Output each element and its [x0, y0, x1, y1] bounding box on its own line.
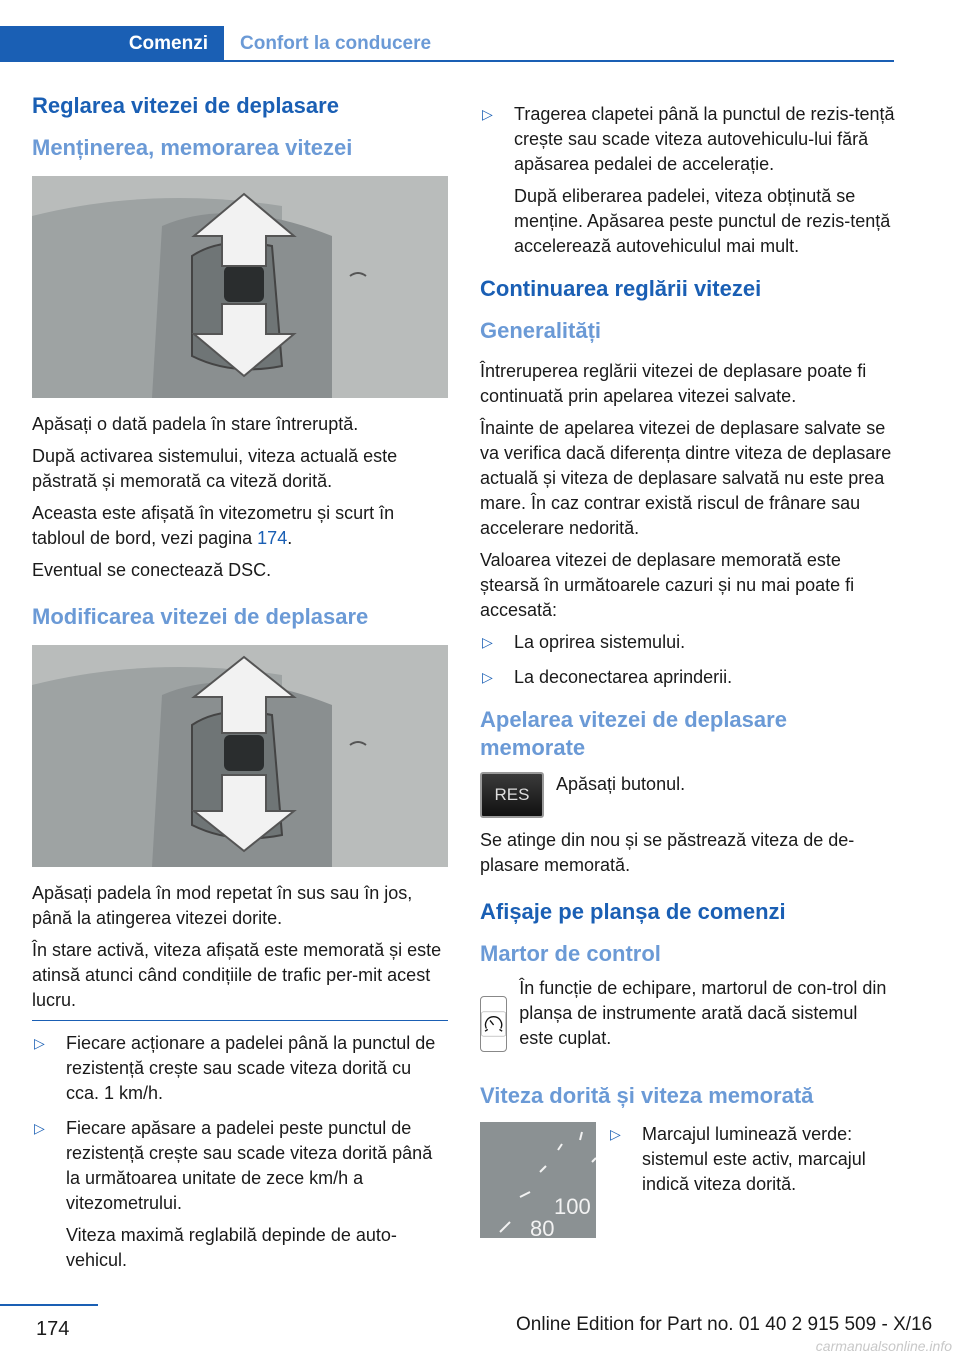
- left-column: [32, 92, 448, 1283]
- subsection-title: Modificarea vitezei de deplasare: [32, 604, 369, 629]
- subsection-title: Generalități: [480, 318, 602, 343]
- subsection-title: Menținerea, memorarea vitezei: [32, 135, 353, 160]
- watermark: carmanualsonline.info: [815, 1338, 952, 1354]
- speedometer-image: [480, 1122, 596, 1238]
- triangle-bullet-icon: ▷: [482, 106, 493, 122]
- page-reference-link[interactable]: 174: [257, 528, 288, 548]
- list-divider: [32, 1020, 448, 1021]
- tab-comenzi[interactable]: Comenzi: [0, 26, 224, 62]
- steering-wheel-paddle-image: [32, 645, 448, 867]
- list-item-text: După eliberarea padelei, viteza obținută se menține. Apăsarea peste punctul de rezis‐tență accelerează autovehiculul mai mult.: [514, 186, 891, 256]
- list-item: [32, 1031, 448, 1106]
- subsection-title: Martor de control: [480, 941, 661, 966]
- steering-wheel-paddle-image: [32, 176, 448, 398]
- subsection-title: Viteza dorită și viteza memorată: [480, 1083, 814, 1108]
- list-item-text: Tragerea clapetei până la punctul de rezis‐tență crește sau scade viteza autovehiculu‐lui fără apăsarea pedalei de accelerație.: [514, 104, 895, 174]
- res-button-label: RES: [480, 772, 544, 818]
- list-item: [480, 665, 896, 690]
- res-button-icon: [480, 772, 544, 818]
- list-item-text: Fiecare apăsare a padelei peste punctul de rezistență crește sau scade viteza dorită până la următoarea unitate de zece km/h a vitezometrului.: [66, 1118, 433, 1213]
- speedometer-row: [480, 1122, 896, 1238]
- triangle-bullet-icon: ▷: [610, 1126, 621, 1142]
- list-item: [608, 1122, 896, 1197]
- paragraph: Apăsați o dată padela în stare întreruptă.: [32, 414, 359, 434]
- page-header: [0, 0, 960, 62]
- paragraph: În funcție de echipare, martorul de con‐trol din planșa de instrumente arată dacă sistemul este cuplat.: [519, 978, 887, 1048]
- paragraph: În stare activă, viteza afișată este memorată și este atinsă atunci când condițiile de trafic per‐mit acest lucru.: [32, 940, 442, 1010]
- paragraph: Întreruperea reglării vitezei de deplasare poate fi continuată prin apelarea vitezei salvate.: [480, 361, 867, 406]
- triangle-bullet-icon: ▷: [482, 669, 493, 685]
- paragraph: Valoarea vitezei de deplasare memorată este ștearsă în următoarele cazuri și nu mai poate fi accesată:: [480, 550, 855, 620]
- bullet-list: [480, 630, 896, 690]
- header-divider: [224, 60, 894, 62]
- paragraph: Apăsați padela în mod repetat în sus sau în jos, până la atingerea vitezei dorite.: [32, 883, 413, 928]
- triangle-bullet-icon: ▷: [34, 1120, 45, 1136]
- control-light-row: [480, 976, 896, 1058]
- res-button-row: [480, 772, 896, 818]
- speedometer-80-label: 80: [530, 1216, 555, 1238]
- speedometer-100-label: 100: [554, 1194, 591, 1219]
- cruise-control-indicator-icon: [480, 996, 507, 1052]
- paragraph: Apăsați butonul.: [556, 774, 686, 794]
- list-item-text: Fiecare acționare a padelei până la punctul de rezistență crește sau scade viteza dorită cu cca. 1 km/h.: [66, 1033, 436, 1103]
- paragraph-text: .: [287, 528, 293, 548]
- triangle-bullet-icon: ▷: [482, 634, 493, 650]
- paragraph: Eventual se conectează DSC.: [32, 560, 272, 580]
- list-item-text: La oprirea sistemului.: [514, 632, 686, 652]
- page-number: 174: [36, 1318, 70, 1340]
- bullet-list: [32, 1031, 448, 1273]
- paragraph-text: Aceasta este afișată în vitezometru și scurt în tabloul de bord, vezi pagina: [32, 503, 395, 548]
- footer-divider: [0, 1304, 98, 1306]
- paragraph: [32, 501, 448, 551]
- paragraph: Înainte de apelarea vitezei de deplasare salvate se va verifica dacă diferența dintre viteza de deplasare actuală și viteza de deplasare salvată nu este prea mare. În caz contrar există riscul de frânare sau accelerare nedorită.: [480, 418, 892, 538]
- bullet-list: [480, 102, 896, 259]
- triangle-bullet-icon: ▷: [34, 1035, 45, 1051]
- list-item: [32, 1116, 448, 1273]
- section-title: Reglarea vitezei de deplasare: [32, 93, 339, 118]
- edition-note: Online Edition for Part no. 01 40 2 915 509 - X/16: [516, 1314, 933, 1335]
- tab-confort-la-conducere[interactable]: Confort la conducere: [240, 33, 432, 54]
- right-column: [480, 102, 896, 1238]
- bullet-list: [608, 1122, 896, 1228]
- list-item-text: La deconectarea aprinderii.: [514, 667, 733, 687]
- paragraph: După activarea sistemului, viteza actuală este păstrată și memorată ca viteză dorită.: [32, 446, 398, 491]
- subsection-title: Apelarea vitezei de deplasare memorate: [480, 707, 787, 760]
- list-item-text: Viteza maximă reglabilă depinde de auto‐vehicul.: [66, 1225, 397, 1270]
- section-title: Afișaje pe planșa de comenzi: [480, 899, 786, 924]
- paragraph: Se atinge din nou și se păstrează viteza de de‐plasare memorată.: [480, 830, 855, 875]
- list-item: [480, 102, 896, 259]
- section-title: Continuarea reglării vitezei: [480, 276, 762, 301]
- list-item: [480, 630, 896, 655]
- list-item-text: Marcajul luminează verde: sistemul este activ, marcajul indică viteza dorită.: [642, 1124, 866, 1194]
